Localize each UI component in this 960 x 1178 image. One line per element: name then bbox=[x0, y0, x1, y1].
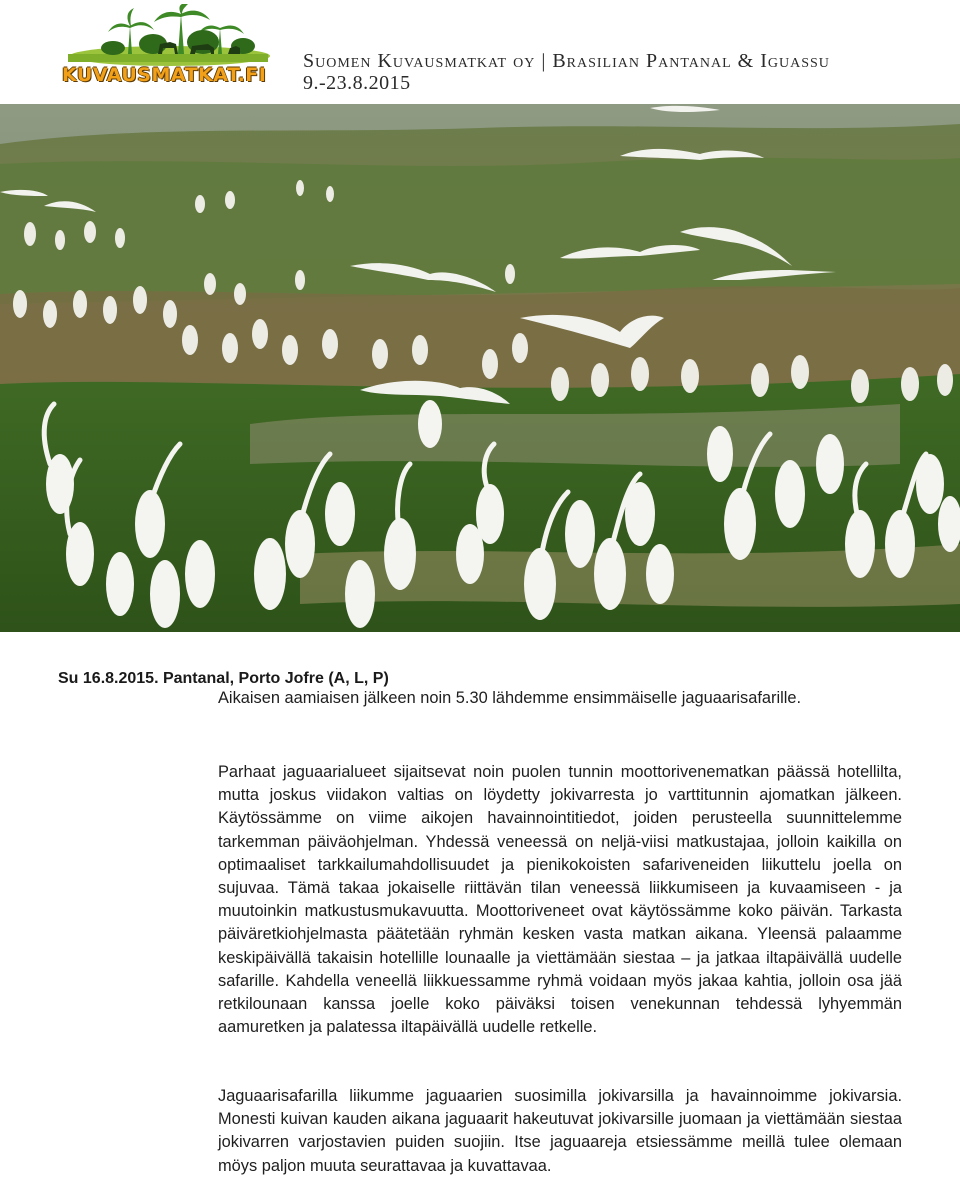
paragraph-jaguar-safari: Jaguaarisafarilla liikumme jaguaarien suosimilla jokivarsilla ja havainnoimme jokivarsia. Monesti kuivan kauden aikana jaguaarit hakeutuvat jokivarsille juomaan ja viettämään siestaa jokivarren varjostavien puiden suojiin. Itse jaguaareja etsiessämme meillä tulee olemaan möys paljon muuta seurattavaa ja kuvattavaa. bbox=[218, 1087, 902, 1175]
day-heading: Su 16.8.2015. Pantanal, Porto Jofre (A, L, P) bbox=[58, 670, 389, 687]
logo-text: KUVAUSMATKAT.FI bbox=[62, 64, 267, 86]
paragraph-jaguar-areas: Parhaat jaguaarialueet sijaitsevat noin puolen tunnin moottorivenematkan päässä hotellilta, mutta joskus viidakon valtias on löydetty jokivarresta jo varttitunnin ajomatkan jälkeen. Käytössämme on viime aikojen havainnointitiedot, joiden perusteella suunnittelemme tarkemman päiväohjelman. Yhdessä veneessä on neljä-viisi matkustajaa, jolloin kaikilla on optimaaliset tarkkailumahdollisuudet ja pienikokoisten safariveneiden liikuttelu joella on sujuvaa. Tämä takaa jokaiselle riittävän tilan veneessä liikkumiseen ja kuvaamiseen - ja muutoinkin matkustusmukavuutta. Moottoriveneet ovat käytössämme koko päivän. Tarkasta päiväretkiohjelmasta päätetään ryhmän kesken vasta matkan aikana. Yleensä palaamme keskipäivällä takaisin hotellille lounaalle ja viettämään siestaa – ja jatkaa iltapäivällä uudelle safarille. Kahdella veneellä liikkuessamme ryhmä voidaan myös jakaa kahtia, jolloin osa jää retkilounaan kanssa joelle koko päiväksi toisen venekunnan tehdessä lyhyemmän aamuretken ja palatessa iltapäivällä uudelle retkelle. bbox=[218, 763, 902, 1037]
kuvausmatkat-logo bbox=[58, 4, 274, 92]
paragraph-intro: Aikaisen aamiaisen jälkeen noin 5.30 lähdemme ensimmäiselle jaguaarisafarille. bbox=[218, 689, 802, 707]
header-dates: 9.-23.8.2015 bbox=[303, 72, 411, 94]
header-title: Suomen Kuvausmatkat oy | Brasilian Pantanal & Iguassu bbox=[303, 50, 830, 72]
egrets-wetland-photo bbox=[0, 104, 960, 632]
page-header bbox=[0, 0, 960, 104]
